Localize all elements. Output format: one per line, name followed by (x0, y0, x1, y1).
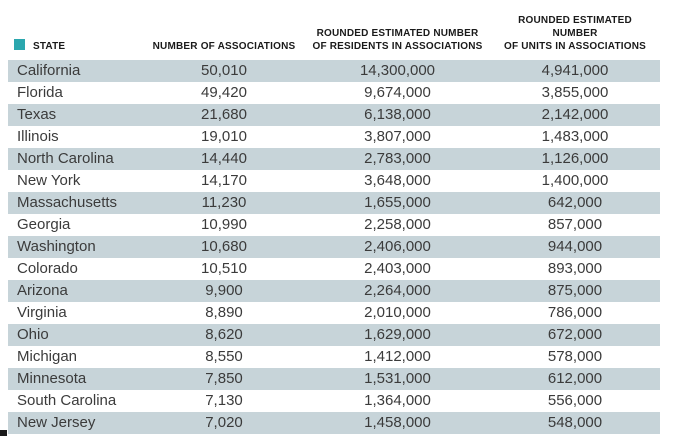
cell-units: 612,000 (547, 370, 603, 387)
cell-residents: 2,010,000 (364, 304, 431, 321)
cell-state: Arizona (17, 282, 68, 299)
cell-units: 1,126,000 (541, 150, 609, 167)
cell-state: New Jersey (17, 414, 96, 431)
cell-residents: 1,458,000 (364, 414, 431, 431)
cell-residents: 9,674,000 (364, 84, 431, 101)
cell-units: 786,000 (547, 304, 603, 321)
col-header-residents-line2: OF RESIDENTS IN ASSOCIATIONS (312, 41, 483, 52)
table-row (8, 170, 660, 192)
cell-associations: 21,680 (201, 106, 247, 123)
col-header-state-label: STATE (33, 41, 66, 52)
header-row (8, 8, 660, 60)
col-header-units-line2: OF UNITS IN ASSOCIATIONS (503, 41, 647, 52)
cell-associations: 7,130 (205, 392, 243, 409)
cell-state: Georgia (17, 216, 71, 233)
cell-associations: 7,850 (205, 370, 243, 387)
cell-state: Illinois (17, 128, 59, 145)
cell-residents: 2,264,000 (364, 282, 431, 299)
cell-units: 4,941,000 (541, 62, 609, 79)
cell-units: 875,000 (547, 282, 603, 299)
cell-residents: 3,648,000 (364, 172, 431, 189)
associations-table-wrapper (8, 8, 660, 434)
cell-units: 2,142,000 (541, 106, 609, 123)
cell-associations: 11,230 (201, 194, 247, 211)
cell-state: South Carolina (17, 392, 117, 409)
cell-associations: 9,900 (205, 282, 243, 299)
cell-units: 893,000 (547, 260, 603, 277)
table-row (8, 214, 660, 236)
cell-units: 1,483,000 (541, 128, 609, 145)
cell-residents: 6,138,000 (364, 106, 431, 123)
cell-associations: 10,510 (201, 260, 247, 277)
cell-state: Florida (17, 84, 63, 101)
table-row (8, 82, 660, 104)
cell-state: New York (17, 172, 81, 189)
table-row (8, 302, 660, 324)
table-header (8, 8, 660, 60)
cell-associations: 8,620 (205, 326, 243, 343)
table-row (8, 390, 660, 412)
cell-associations: 14,440 (201, 150, 247, 167)
cell-state: Ohio (17, 326, 49, 343)
cell-units: 548,000 (547, 414, 603, 431)
table-row (8, 126, 660, 148)
cell-residents: 2,406,000 (364, 238, 431, 255)
cell-units: 642,000 (547, 194, 603, 211)
table-row (8, 368, 660, 390)
table-row (8, 324, 660, 346)
cell-associations: 49,420 (201, 84, 247, 101)
cell-associations: 10,680 (201, 238, 247, 255)
cell-residents: 1,412,000 (364, 348, 431, 365)
table-row (8, 104, 660, 126)
cell-residents: 2,258,000 (364, 216, 431, 233)
table-row (8, 280, 660, 302)
cell-units: 3,855,000 (541, 84, 609, 101)
cell-residents: 2,783,000 (364, 150, 431, 167)
cell-units: 857,000 (547, 216, 603, 233)
col-header-associations (143, 8, 305, 60)
cell-residents: 1,531,000 (364, 370, 431, 387)
cell-state: Massachusetts (17, 194, 118, 211)
cell-units: 944,000 (547, 238, 603, 255)
cell-state: Minnesota (17, 370, 87, 387)
table-row (8, 192, 660, 214)
col-header-associations-label: NUMBER OF ASSOCIATIONS (152, 41, 296, 52)
cropped-text-fragment (0, 430, 7, 436)
table-row (8, 236, 660, 258)
cell-units: 1,400,000 (541, 172, 609, 189)
cell-residents: 3,807,000 (364, 128, 431, 145)
cell-state: Washington (17, 238, 96, 255)
cell-residents: 1,364,000 (364, 392, 431, 409)
cell-state: Texas (17, 106, 57, 123)
cell-associations: 8,550 (205, 348, 243, 365)
cell-state: Michigan (17, 348, 78, 365)
col-header-residents (305, 8, 490, 60)
table-row (8, 148, 660, 170)
cell-associations: 19,010 (201, 128, 247, 145)
associations-by-state-table (8, 8, 660, 434)
cell-units: 578,000 (547, 348, 603, 365)
col-header-units-line1: ROUNDED ESTIMATED NUMBER (518, 15, 632, 39)
table-row (8, 60, 660, 82)
cell-associations: 10,990 (201, 216, 247, 233)
col-header-residents-line1: ROUNDED ESTIMATED NUMBER (316, 28, 479, 39)
cell-residents: 2,403,000 (364, 260, 431, 277)
cell-units: 556,000 (547, 392, 603, 409)
cell-state: California (17, 62, 81, 79)
legend-square-icon (14, 39, 25, 50)
col-header-units (490, 8, 660, 60)
cell-state: Colorado (17, 260, 78, 277)
cell-associations: 8,890 (205, 304, 243, 321)
cell-associations: 7,020 (205, 414, 243, 431)
cell-associations: 50,010 (201, 62, 247, 79)
table-row (8, 258, 660, 280)
cell-residents: 1,629,000 (364, 326, 431, 343)
cell-units: 672,000 (547, 326, 603, 343)
cell-associations: 14,170 (201, 172, 247, 189)
table-row (8, 412, 660, 434)
table-body (8, 60, 660, 434)
cell-state: Virginia (17, 304, 67, 321)
col-header-state (8, 8, 143, 60)
table-row (8, 346, 660, 368)
cell-residents: 14,300,000 (359, 62, 436, 79)
cell-residents: 1,655,000 (364, 194, 431, 211)
cell-state: North Carolina (17, 150, 114, 167)
